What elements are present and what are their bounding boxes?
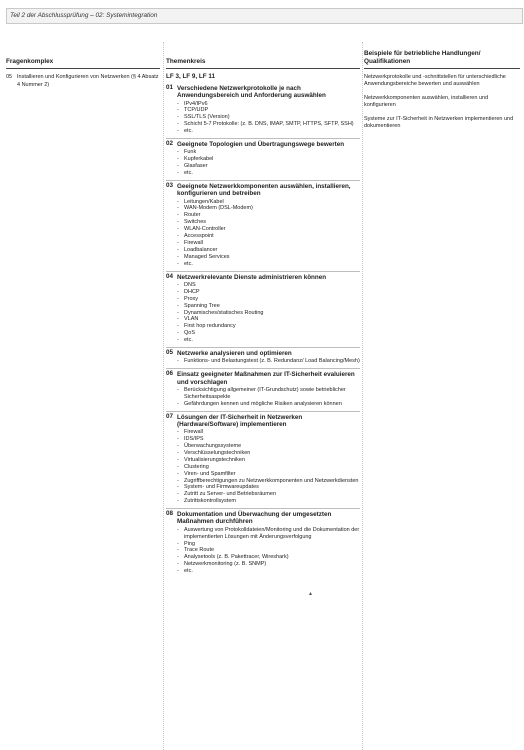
theme-number: 06 xyxy=(166,370,174,378)
theme-item: - Spanning Tree xyxy=(177,303,360,310)
theme-title: Netzwerkrelevante Dienste administrieren können xyxy=(177,273,327,281)
theme-item: - QoS xyxy=(177,330,360,337)
complex-title: Installieren und Konfigurieren von Netzwerken (§ 4 Absatz 4 Nummer 2) xyxy=(17,74,159,88)
theme-item: - Loadbalancer xyxy=(177,247,360,254)
theme-number: 01 xyxy=(166,83,174,91)
theme-item: - etc. xyxy=(177,128,360,135)
theme-number: 05 xyxy=(166,349,174,357)
theme-item: - Gefährdungen kennen und mögliche Risiken analysieren können xyxy=(177,401,360,408)
theme-section xyxy=(166,271,360,344)
example-text: Systeme zur IT-Sicherheit in Netzwerken implementieren und dokumentieren xyxy=(364,115,514,129)
theme-item: - IPv4/IPv6 xyxy=(177,101,360,108)
theme-item: - etc. xyxy=(177,337,360,344)
theme-title: Netzwerke analysieren und optimieren xyxy=(177,350,292,358)
theme-item: - Auswertung von Protokolldateien/Monitoring und die Dokumentation der implementierten Lösungen mit Änderungsverfolgung xyxy=(177,527,360,541)
theme-item: - Funktions- und Belastungstest (z. B. Redundanz/ Load Balancing/Mesh) xyxy=(177,358,360,365)
theme-item: - IDS/IPS xyxy=(177,436,360,443)
theme-section xyxy=(166,138,360,177)
theme-number: 08 xyxy=(166,510,174,518)
theme-item: - Zutritt zu Server- und Betriebsräumen xyxy=(177,491,360,498)
column-header-fragenkomplex: Fragenkomplex xyxy=(6,42,160,69)
column-header-themenkreis: Themenkreis xyxy=(166,42,360,69)
theme-item: - Kupferkabel xyxy=(177,156,360,163)
theme-item: - Ping xyxy=(177,541,360,548)
theme-section xyxy=(166,180,360,268)
theme-section xyxy=(166,411,360,506)
theme-number: 04 xyxy=(166,272,174,280)
column-header-beispiele: Beispiele für betriebliche Handlungen/ Qualifikationen xyxy=(364,42,520,69)
theme-item: - Accesspoint xyxy=(177,233,360,240)
themenkreis-cell xyxy=(166,74,360,578)
theme-item: - Router xyxy=(177,212,360,219)
theme-item: - Analysetools (z. B. Pakettracer, Wireshark) xyxy=(177,554,360,561)
theme-item: - System- und Firmwareupdates xyxy=(177,484,360,491)
theme-item: - Schicht 5-7 Protokolle: (z. B. DNS, IMAP, SMTP, HTTPS, SFTP, SSH) xyxy=(177,121,360,128)
theme-item: - DHCP xyxy=(177,289,360,296)
theme-item: - Switches xyxy=(177,219,360,226)
theme-section xyxy=(166,347,360,365)
theme-item: - Proxy xyxy=(177,296,360,303)
theme-title: Lösungen der IT-Sicherheit in Netzwerken (Hardware/Software) implementieren xyxy=(177,413,303,428)
theme-section xyxy=(166,508,360,575)
theme-item: - Überwachungssysteme xyxy=(177,443,360,450)
theme-title: Geeignete Netzwerkkomponenten auswählen, installieren, konfigurieren und betreiben xyxy=(177,182,351,198)
theme-title: Verschiedene Netzwerkprotokolle je nach Anwendungsbereich und Anforderung auswählen xyxy=(177,84,326,100)
theme-item: - Netzwerkmonitoring (z. B. SNMP) xyxy=(177,561,360,568)
example-text: Netzwerkprotokolle und -schnittstellen für unterschiedliche Anwendungsbereiche bewerten und auswählen xyxy=(364,74,506,87)
cursor-mark: ▴ xyxy=(309,591,313,597)
page-header: Teil 2 der Abschlussprüfung – 02: Systemintegration xyxy=(6,8,523,24)
theme-item: - Zutrittskontrollsystem xyxy=(177,498,360,505)
theme-item: - Firewall xyxy=(177,429,360,436)
theme-item: - SSL/TLS (Version) xyxy=(177,114,360,121)
theme-item: - Clustering xyxy=(177,464,360,471)
theme-item: - Virtualisierungstechniken xyxy=(177,457,360,464)
theme-title: Geeignete Topologien und Übertragungswege bewerten xyxy=(177,141,345,149)
column-divider xyxy=(362,42,363,750)
example-text: Netzwerkkomponenten auswählen, installieren und konfigurieren xyxy=(364,94,489,108)
theme-item: - TCP/UDP xyxy=(177,107,360,114)
theme-number: 03 xyxy=(166,181,174,189)
theme-title: Dokumentation und Überwachung der umgesetzten Maßnahmen durchführen xyxy=(177,511,332,526)
theme-item: - Glasfaser xyxy=(177,163,360,170)
theme-item: - Firewall xyxy=(177,240,360,247)
theme-item: - Viren- und Spamfilter xyxy=(177,471,360,478)
theme-title: Einsatz geeigneter Maßnahmen zur IT-Sicherheit evaluieren und vorschlagen xyxy=(177,371,355,386)
theme-number: 02 xyxy=(166,140,174,148)
theme-item: - Verschlüsselungstechniken xyxy=(177,450,360,457)
theme-item: - Managed Services xyxy=(177,254,360,261)
beispiele-cell xyxy=(364,74,520,136)
theme-item: - WAN-Modem (DSL-Modem) xyxy=(177,205,360,212)
theme-item: - VLAN xyxy=(177,316,360,323)
theme-item: - etc. xyxy=(177,170,360,177)
lernfelder-label: LF 3, LF 9, LF 11 xyxy=(166,73,215,80)
theme-item: - DNS xyxy=(177,282,360,289)
theme-item: - etc. xyxy=(177,568,360,575)
theme-item: - etc. xyxy=(177,261,360,268)
theme-item: - Dynamisches/statisches Routing xyxy=(177,310,360,317)
theme-item: - Leitungen/Kabel xyxy=(177,199,360,206)
theme-section xyxy=(166,368,360,407)
theme-item: - Funk xyxy=(177,149,360,156)
complex-number: 05 xyxy=(6,74,13,80)
theme-item: - First hop redundancy xyxy=(177,323,360,330)
theme-item: - Trace Route xyxy=(177,547,360,554)
column-divider xyxy=(163,42,164,750)
theme-item: - WLAN-Controller xyxy=(177,226,360,233)
theme-number: 07 xyxy=(166,412,174,420)
theme-item: - Zugriffberechtigungen zu Netzwerkkomponenten und Netzwerkdiensten xyxy=(177,478,360,485)
theme-item: - Berücksichtigung allgemeiner (IT-Grundschutz) sowie betrieblicher Sicherheitsaspekte xyxy=(177,387,360,401)
theme-section xyxy=(166,85,360,135)
